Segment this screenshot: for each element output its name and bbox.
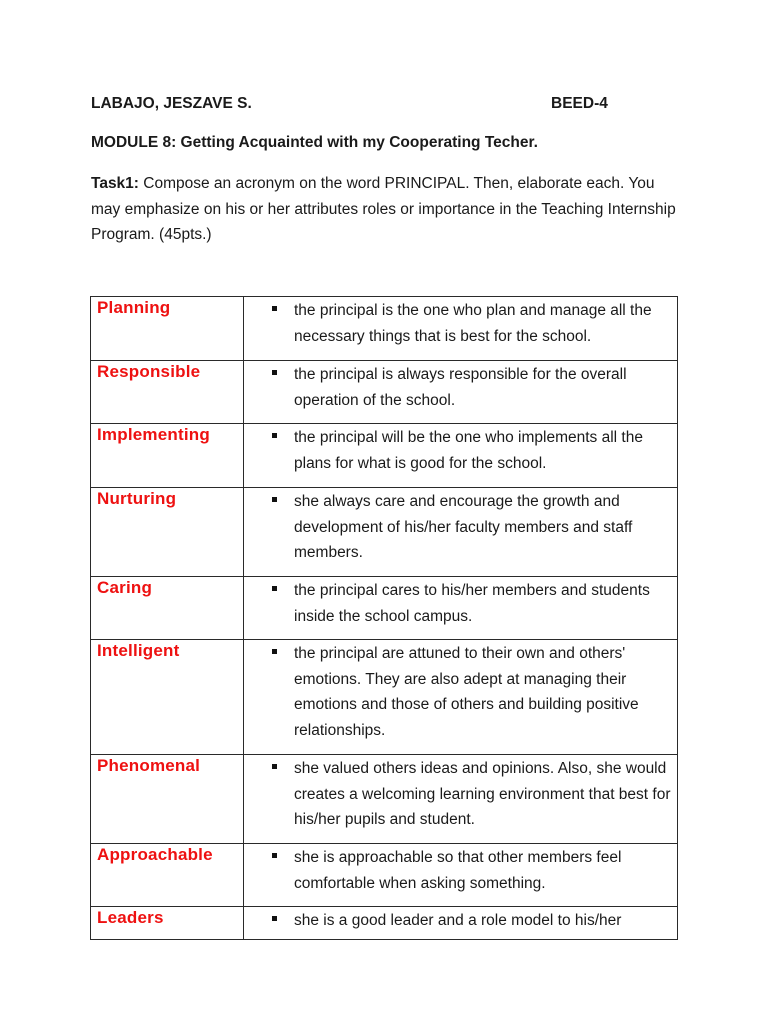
- description-text: the principal will be the one who implements all the plans for what is good for the school.: [294, 429, 643, 472]
- acronym-word-cell: [91, 297, 244, 361]
- acronym-word: Implementing: [97, 425, 210, 444]
- acronym-word: Planning: [97, 298, 171, 317]
- square-bullet-icon: [272, 306, 277, 311]
- description-cell: [244, 577, 678, 640]
- acronym-word: Responsible: [97, 362, 201, 381]
- course-code: BEED-4: [551, 95, 608, 112]
- description-cell: [244, 755, 678, 844]
- acronym-word: Approachable: [97, 845, 213, 864]
- acronym-word-cell: [91, 907, 244, 940]
- description-cell: [244, 424, 678, 488]
- table-row: [91, 361, 678, 424]
- description-cell: [244, 297, 678, 361]
- table-row: [91, 488, 678, 577]
- table-row: [91, 297, 678, 361]
- square-bullet-icon: [272, 433, 277, 438]
- description-item: [244, 297, 677, 354]
- student-name: LABAJO, JESZAVE S.: [91, 95, 252, 112]
- description-text: the principal are attuned to their own and others' emotions. They are also adept at managing their emotions and those of others and building positive relationships.: [294, 645, 639, 739]
- description-item: [244, 640, 677, 748]
- table-row: [91, 577, 678, 640]
- table-row: [91, 424, 678, 488]
- acronym-word: Intelligent: [97, 641, 180, 660]
- acronym-word: Caring: [97, 578, 153, 597]
- description-item: [244, 361, 677, 418]
- description-cell: [244, 844, 678, 907]
- description-item: [244, 844, 677, 901]
- description-text: the principal cares to his/her members and students inside the school campus.: [294, 582, 650, 625]
- description-item: [244, 488, 677, 571]
- square-bullet-icon: [272, 586, 277, 591]
- acronym-word-cell: [91, 361, 244, 424]
- header-row: [91, 95, 677, 117]
- table-row: [91, 640, 678, 755]
- acronym-word-cell: [91, 488, 244, 577]
- acronym-word-cell: [91, 755, 244, 844]
- task-text: Compose an acronym on the word PRINCIPAL. Then, elaborate each. You may emphasize on his or her attributes roles or importance in the Teaching Internship Program. (45pts.): [91, 175, 676, 243]
- square-bullet-icon: [272, 370, 277, 375]
- description-text: she valued others ideas and opinions. Also, she would creates a welcoming learning environment that best for his/her pupils and student.: [294, 760, 671, 828]
- square-bullet-icon: [272, 853, 277, 858]
- task-instructions: [91, 171, 681, 248]
- task-label: Task1:: [91, 175, 139, 192]
- description-cell: [244, 361, 678, 424]
- square-bullet-icon: [272, 497, 277, 502]
- description-text: she always care and encourage the growth and development of his/her faculty members and staff members.: [294, 493, 633, 561]
- description-cell: [244, 640, 678, 755]
- description-item: [244, 577, 677, 634]
- description-text: she is a good leader and a role model to his/her: [294, 912, 622, 929]
- description-text: she is approachable so that other members feel comfortable when asking something.: [294, 849, 622, 892]
- acronym-table: [90, 296, 678, 940]
- acronym-word: Phenomenal: [97, 756, 201, 775]
- description-cell: [244, 907, 678, 940]
- module-title: MODULE 8: Getting Acquainted with my Cooperating Techer.: [91, 134, 538, 151]
- acronym-word: Leaders: [97, 908, 164, 927]
- description-item: [244, 424, 677, 481]
- description-item: [244, 755, 677, 838]
- description-cell: [244, 488, 678, 577]
- description-item: [244, 907, 677, 939]
- table-row: [91, 907, 678, 940]
- acronym-word-cell: [91, 577, 244, 640]
- square-bullet-icon: [272, 764, 277, 769]
- acronym-word-cell: [91, 424, 244, 488]
- square-bullet-icon: [272, 649, 277, 654]
- acronym-word: Nurturing: [97, 489, 177, 508]
- square-bullet-icon: [272, 916, 277, 921]
- description-text: the principal is the one who plan and manage all the necessary things that is best for the school.: [294, 302, 652, 345]
- acronym-word-cell: [91, 844, 244, 907]
- acronym-word-cell: [91, 640, 244, 755]
- description-text: the principal is always responsible for the overall operation of the school.: [294, 366, 627, 409]
- table-row: [91, 755, 678, 844]
- table-row: [91, 844, 678, 907]
